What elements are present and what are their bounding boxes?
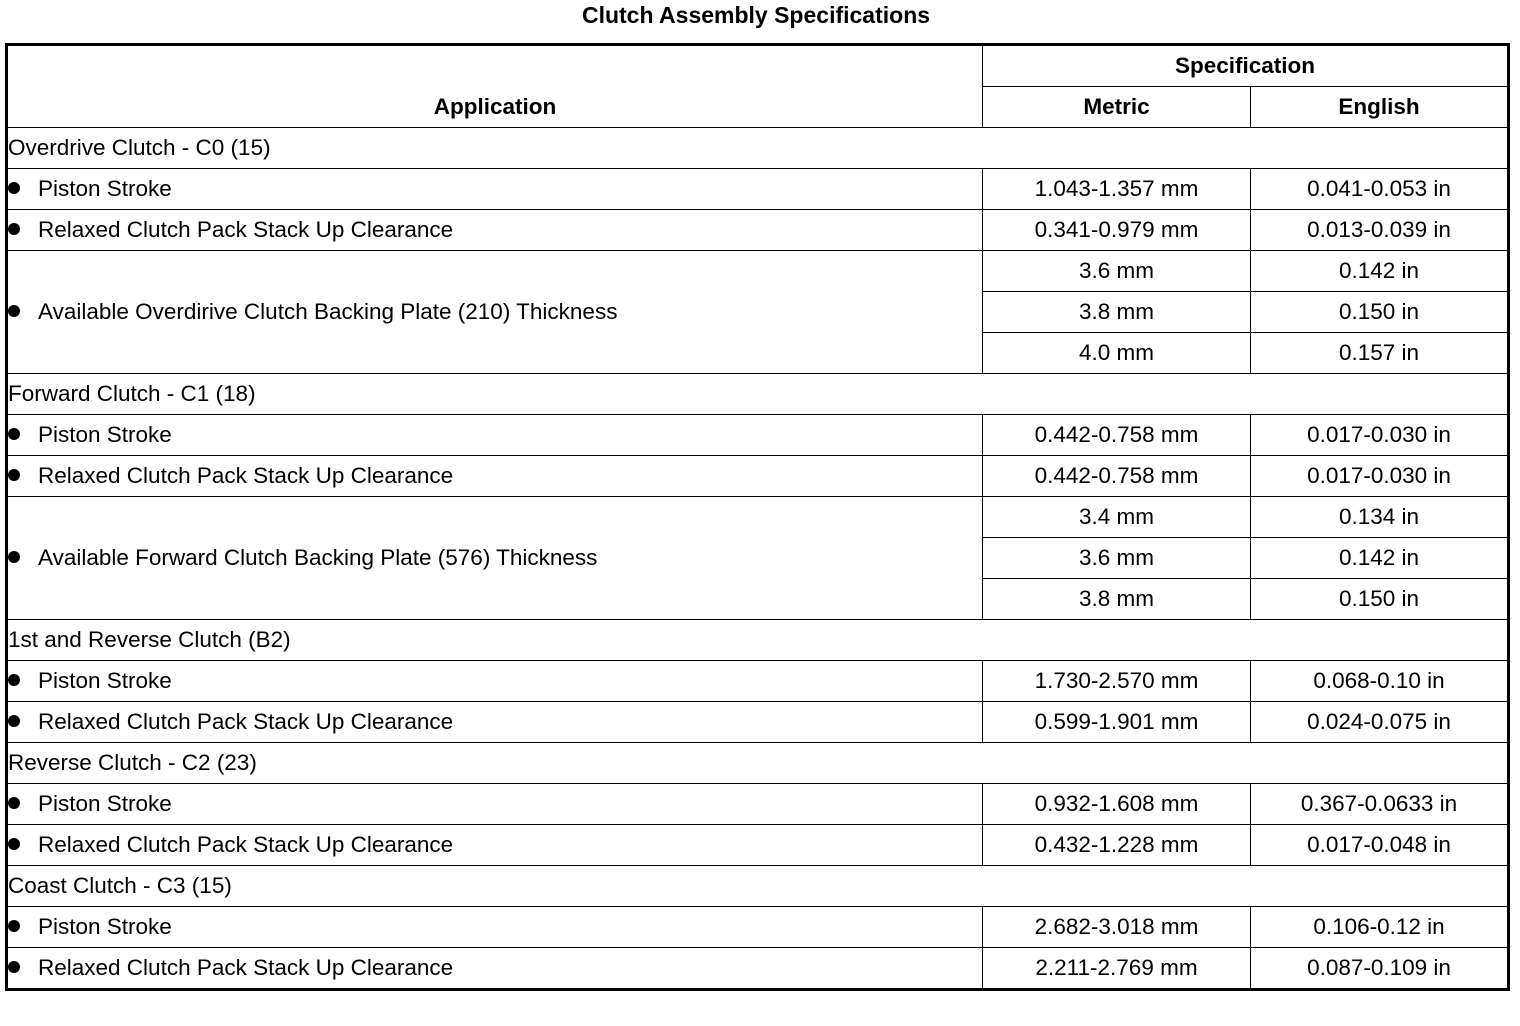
item-label-cell bbox=[7, 702, 983, 743]
table-row bbox=[7, 825, 1509, 866]
english-value: 0.150 in bbox=[1251, 579, 1509, 620]
item-label: Relaxed Clutch Pack Stack Up Clearance bbox=[38, 217, 454, 242]
group-row bbox=[7, 620, 1509, 661]
bullet-icon bbox=[8, 797, 20, 809]
item-label: Relaxed Clutch Pack Stack Up Clearance bbox=[38, 955, 454, 980]
table-header bbox=[7, 45, 1509, 128]
table-row bbox=[7, 415, 1509, 456]
item-label: Piston Stroke bbox=[38, 176, 172, 201]
english-value: 0.134 in bbox=[1251, 497, 1509, 538]
metric-value: 3.4 mm bbox=[983, 497, 1251, 538]
table-row bbox=[7, 251, 1509, 292]
group-title: Reverse Clutch - C2 (23) bbox=[7, 743, 1509, 784]
english-value: 0.157 in bbox=[1251, 333, 1509, 374]
item-label-cell bbox=[7, 784, 983, 825]
item-label-cell bbox=[7, 169, 983, 210]
bullet-icon bbox=[8, 715, 20, 727]
english-value: 0.024-0.075 in bbox=[1251, 702, 1509, 743]
metric-value: 3.6 mm bbox=[983, 538, 1251, 579]
metric-header: Metric bbox=[983, 87, 1251, 128]
bullet-icon bbox=[8, 961, 20, 973]
english-value: 0.068-0.10 in bbox=[1251, 661, 1509, 702]
metric-value: 0.442-0.758 mm bbox=[983, 456, 1251, 497]
item-label: Piston Stroke bbox=[38, 791, 172, 816]
bullet-icon bbox=[8, 182, 20, 194]
table-body bbox=[7, 128, 1509, 990]
bullet-icon bbox=[8, 920, 20, 932]
table-row bbox=[7, 784, 1509, 825]
bullet-icon bbox=[8, 838, 20, 850]
english-value: 0.013-0.039 in bbox=[1251, 210, 1509, 251]
english-value: 0.142 in bbox=[1251, 538, 1509, 579]
metric-value: 2.682-3.018 mm bbox=[983, 907, 1251, 948]
bullet-icon bbox=[8, 305, 20, 317]
item-label-cell bbox=[7, 415, 983, 456]
page-title: Clutch Assembly Specifications bbox=[581, 2, 931, 28]
table-row bbox=[7, 907, 1509, 948]
item-label-cell bbox=[7, 456, 983, 497]
table-row bbox=[7, 456, 1509, 497]
metric-value: 0.432-1.228 mm bbox=[983, 825, 1251, 866]
metric-value: 4.0 mm bbox=[983, 333, 1251, 374]
item-label-cell bbox=[7, 825, 983, 866]
group-row bbox=[7, 374, 1509, 415]
group-title: 1st and Reverse Clutch (B2) bbox=[7, 620, 1509, 661]
bullet-icon bbox=[8, 428, 20, 440]
item-label: Piston Stroke bbox=[38, 914, 172, 939]
metric-value: 1.730-2.570 mm bbox=[983, 661, 1251, 702]
item-label-cell bbox=[7, 661, 983, 702]
metric-value: 0.932-1.608 mm bbox=[983, 784, 1251, 825]
english-header: English bbox=[1251, 87, 1509, 128]
metric-value: 3.8 mm bbox=[983, 292, 1251, 333]
item-label: Relaxed Clutch Pack Stack Up Clearance bbox=[38, 709, 454, 734]
item-label: Piston Stroke bbox=[38, 422, 172, 447]
specification-header: Specification bbox=[983, 45, 1509, 87]
item-label-cell bbox=[7, 907, 983, 948]
table-row bbox=[7, 210, 1509, 251]
table-row bbox=[7, 661, 1509, 702]
item-label: Available Forward Clutch Backing Plate (576) Thickness bbox=[38, 545, 598, 570]
english-value: 0.106-0.12 in bbox=[1251, 907, 1509, 948]
bullet-icon bbox=[8, 551, 20, 563]
english-value: 0.142 in bbox=[1251, 251, 1509, 292]
bullet-icon bbox=[8, 469, 20, 481]
application-header: Application bbox=[7, 45, 983, 128]
item-label-cell bbox=[7, 251, 983, 374]
item-label-cell bbox=[7, 948, 983, 990]
english-value: 0.017-0.030 in bbox=[1251, 415, 1509, 456]
table-row bbox=[7, 702, 1509, 743]
english-value: 0.017-0.030 in bbox=[1251, 456, 1509, 497]
english-value: 0.017-0.048 in bbox=[1251, 825, 1509, 866]
group-title: Overdrive Clutch - C0 (15) bbox=[7, 128, 1509, 169]
group-row bbox=[7, 743, 1509, 784]
table-row bbox=[7, 948, 1509, 990]
group-row bbox=[7, 866, 1509, 907]
item-label: Relaxed Clutch Pack Stack Up Clearance bbox=[38, 832, 454, 857]
metric-value: 3.6 mm bbox=[983, 251, 1251, 292]
table-row bbox=[7, 169, 1509, 210]
metric-value: 0.341-0.979 mm bbox=[983, 210, 1251, 251]
metric-value: 0.599-1.901 mm bbox=[983, 702, 1251, 743]
item-label: Relaxed Clutch Pack Stack Up Clearance bbox=[38, 463, 454, 488]
specifications-table bbox=[5, 43, 1510, 991]
item-label-cell bbox=[7, 497, 983, 620]
metric-value: 1.043-1.357 mm bbox=[983, 169, 1251, 210]
english-value: 0.150 in bbox=[1251, 292, 1509, 333]
bullet-icon bbox=[8, 223, 20, 235]
bullet-icon bbox=[8, 674, 20, 686]
english-value: 0.087-0.109 in bbox=[1251, 948, 1509, 990]
group-title: Forward Clutch - C1 (18) bbox=[7, 374, 1509, 415]
item-label: Piston Stroke bbox=[38, 668, 172, 693]
group-title: Coast Clutch - C3 (15) bbox=[7, 866, 1509, 907]
english-value: 0.367-0.0633 in bbox=[1251, 784, 1509, 825]
metric-value: 2.211-2.769 mm bbox=[983, 948, 1251, 990]
table-row bbox=[7, 497, 1509, 538]
metric-value: 0.442-0.758 mm bbox=[983, 415, 1251, 456]
english-value: 0.041-0.053 in bbox=[1251, 169, 1509, 210]
metric-value: 3.8 mm bbox=[983, 579, 1251, 620]
item-label: Available Overdirive Clutch Backing Plate (210) Thickness bbox=[38, 299, 618, 324]
item-label-cell bbox=[7, 210, 983, 251]
group-row bbox=[7, 128, 1509, 169]
